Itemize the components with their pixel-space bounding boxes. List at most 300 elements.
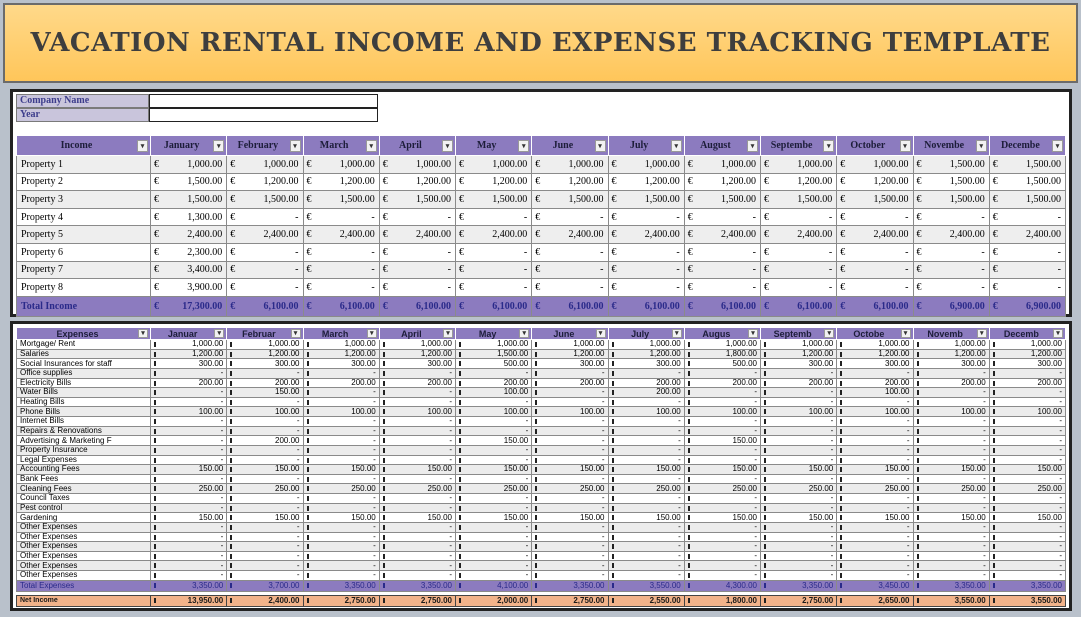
row-label[interactable]: Accounting Fees [17, 465, 151, 475]
value-cell[interactable]: - [608, 542, 684, 552]
value-cell[interactable]: - [608, 397, 684, 407]
value-cell[interactable]: 200.00 [532, 378, 608, 388]
value-cell[interactable]: - [608, 494, 684, 504]
value-cell[interactable]: 1,000.00 [456, 340, 532, 350]
value-cell[interactable]: - [837, 436, 913, 446]
value-cell[interactable]: € - [761, 243, 837, 261]
income-month-header[interactable] [913, 136, 989, 156]
value-cell[interactable]: - [761, 522, 837, 532]
value-cell[interactable]: € - [837, 243, 913, 261]
income-month-header[interactable] [761, 136, 837, 156]
value-cell[interactable]: - [151, 503, 227, 513]
value-cell[interactable]: € 1,200.00 [761, 173, 837, 191]
value-cell[interactable]: 250.00 [532, 484, 608, 494]
value-cell[interactable]: - [761, 436, 837, 446]
value-cell[interactable]: € 2,400.00 [151, 226, 227, 244]
value-cell[interactable]: € - [989, 208, 1065, 226]
value-cell[interactable]: - [227, 551, 303, 561]
row-label[interactable]: Other Expenses [17, 532, 151, 542]
value-cell[interactable]: 100.00 [532, 407, 608, 417]
value-cell[interactable]: - [837, 397, 913, 407]
year-input[interactable] [149, 108, 378, 122]
value-cell[interactable]: - [913, 571, 989, 581]
value-cell[interactable]: - [227, 522, 303, 532]
row-label[interactable]: Property Insurance [17, 445, 151, 455]
value-cell[interactable]: - [303, 455, 379, 465]
row-label[interactable]: Property 8 [17, 279, 151, 297]
filter-dropdown-icon[interactable]: ▾ [747, 140, 758, 152]
value-cell[interactable]: € - [913, 243, 989, 261]
value-cell[interactable]: € 2,400.00 [913, 226, 989, 244]
value-cell[interactable]: - [456, 551, 532, 561]
value-cell[interactable]: € - [608, 261, 684, 279]
filter-dropdown-icon[interactable]: ▾ [290, 140, 301, 152]
value-cell[interactable]: € 1,200.00 [227, 173, 303, 191]
value-cell[interactable]: - [227, 503, 303, 513]
value-cell[interactable]: - [761, 551, 837, 561]
filter-dropdown-icon[interactable]: ▾ [900, 140, 911, 152]
row-label[interactable]: Property 4 [17, 208, 151, 226]
value-cell[interactable]: - [913, 388, 989, 398]
value-cell[interactable]: € 1,500.00 [151, 173, 227, 191]
row-label[interactable]: Property 2 [17, 173, 151, 191]
value-cell[interactable]: - [151, 388, 227, 398]
value-cell[interactable]: - [303, 426, 379, 436]
row-label[interactable]: Other Expenses [17, 522, 151, 532]
expense-month-header[interactable] [837, 328, 913, 340]
value-cell[interactable]: 150.00 [227, 513, 303, 523]
value-cell[interactable]: € - [303, 279, 379, 297]
value-cell[interactable]: € 1,500.00 [151, 191, 227, 209]
value-cell[interactable]: - [456, 397, 532, 407]
value-cell[interactable]: - [837, 532, 913, 542]
value-cell[interactable]: - [151, 397, 227, 407]
value-cell[interactable]: - [684, 532, 760, 542]
value-cell[interactable]: - [379, 397, 455, 407]
row-label[interactable]: Office supplies [17, 368, 151, 378]
value-cell[interactable]: - [608, 522, 684, 532]
value-cell[interactable]: € - [532, 243, 608, 261]
value-cell[interactable]: 200.00 [989, 378, 1065, 388]
income-month-header[interactable] [379, 136, 455, 156]
value-cell[interactable]: - [151, 417, 227, 427]
value-cell[interactable]: 1,000.00 [913, 340, 989, 350]
value-cell[interactable]: - [151, 522, 227, 532]
value-cell[interactable]: € 1,500.00 [913, 191, 989, 209]
value-cell[interactable]: - [379, 368, 455, 378]
value-cell[interactable]: € 2,400.00 [303, 226, 379, 244]
filter-dropdown-icon[interactable]: ▾ [519, 329, 529, 338]
value-cell[interactable]: - [456, 474, 532, 484]
row-label[interactable]: Internet Bills [17, 417, 151, 427]
value-cell[interactable]: 150.00 [761, 465, 837, 475]
income-month-header[interactable] [532, 136, 608, 156]
value-cell[interactable]: 200.00 [837, 378, 913, 388]
value-cell[interactable]: 200.00 [303, 378, 379, 388]
value-cell[interactable]: - [227, 368, 303, 378]
value-cell[interactable]: € - [684, 208, 760, 226]
value-cell[interactable]: € 1,200.00 [532, 173, 608, 191]
value-cell[interactable]: - [989, 494, 1065, 504]
value-cell[interactable]: - [684, 494, 760, 504]
row-label[interactable]: Gardening [17, 513, 151, 523]
value-cell[interactable]: 250.00 [227, 484, 303, 494]
value-cell[interactable]: - [379, 474, 455, 484]
value-cell[interactable]: - [532, 542, 608, 552]
value-cell[interactable]: - [989, 503, 1065, 513]
filter-dropdown-icon[interactable]: ▾ [443, 329, 453, 338]
value-cell[interactable]: 300.00 [608, 359, 684, 369]
value-cell[interactable]: - [379, 455, 455, 465]
value-cell[interactable]: - [303, 474, 379, 484]
value-cell[interactable]: € - [379, 208, 455, 226]
value-cell[interactable]: - [456, 532, 532, 542]
value-cell[interactable]: € 1,500.00 [913, 173, 989, 191]
filter-dropdown-icon[interactable]: ▾ [291, 329, 301, 338]
value-cell[interactable]: - [989, 571, 1065, 581]
row-label[interactable]: Property 5 [17, 226, 151, 244]
value-cell[interactable]: 100.00 [837, 407, 913, 417]
income-header-label[interactable] [17, 136, 151, 156]
value-cell[interactable]: 100.00 [837, 388, 913, 398]
value-cell[interactable]: € 1,000.00 [608, 156, 684, 174]
row-label[interactable]: Salaries [17, 349, 151, 359]
value-cell[interactable]: - [379, 494, 455, 504]
value-cell[interactable]: - [989, 532, 1065, 542]
value-cell[interactable]: 250.00 [303, 484, 379, 494]
value-cell[interactable]: - [532, 571, 608, 581]
value-cell[interactable]: € 1,500.00 [379, 191, 455, 209]
filter-dropdown-icon[interactable]: ▾ [823, 140, 834, 152]
value-cell[interactable]: 1,200.00 [151, 349, 227, 359]
value-cell[interactable]: 1,800.00 [684, 349, 760, 359]
income-month-header[interactable] [989, 136, 1065, 156]
value-cell[interactable]: 300.00 [989, 359, 1065, 369]
value-cell[interactable]: € - [456, 243, 532, 261]
value-cell[interactable]: - [761, 542, 837, 552]
value-cell[interactable]: - [608, 445, 684, 455]
value-cell[interactable]: - [532, 494, 608, 504]
value-cell[interactable]: 1,200.00 [532, 349, 608, 359]
filter-dropdown-icon[interactable]: ▾ [824, 329, 834, 338]
value-cell[interactable]: € - [989, 279, 1065, 297]
value-cell[interactable]: - [913, 368, 989, 378]
row-label[interactable]: Property 3 [17, 191, 151, 209]
value-cell[interactable]: - [913, 503, 989, 513]
value-cell[interactable]: € 1,000.00 [837, 156, 913, 174]
filter-dropdown-icon[interactable]: ▾ [138, 329, 148, 338]
value-cell[interactable]: € - [227, 279, 303, 297]
row-label[interactable]: Mortgage/ Rent [17, 340, 151, 350]
value-cell[interactable]: € 1,000.00 [227, 156, 303, 174]
value-cell[interactable]: - [913, 397, 989, 407]
value-cell[interactable]: - [761, 455, 837, 465]
value-cell[interactable]: - [684, 542, 760, 552]
value-cell[interactable]: € 1,500.00 [837, 191, 913, 209]
value-cell[interactable]: - [608, 532, 684, 542]
value-cell[interactable]: - [456, 426, 532, 436]
value-cell[interactable]: - [684, 426, 760, 436]
filter-dropdown-icon[interactable]: ▾ [518, 140, 529, 152]
value-cell[interactable]: - [379, 542, 455, 552]
filter-dropdown-icon[interactable]: ▾ [748, 329, 758, 338]
value-cell[interactable]: - [761, 397, 837, 407]
value-cell[interactable]: - [608, 474, 684, 484]
value-cell[interactable]: 200.00 [379, 378, 455, 388]
value-cell[interactable]: 250.00 [608, 484, 684, 494]
income-month-header[interactable] [303, 136, 379, 156]
value-cell[interactable]: 1,200.00 [227, 349, 303, 359]
row-label[interactable]: Other Expenses [17, 561, 151, 571]
value-cell[interactable]: - [608, 436, 684, 446]
value-cell[interactable]: - [532, 522, 608, 532]
value-cell[interactable]: € - [532, 279, 608, 297]
value-cell[interactable]: - [303, 561, 379, 571]
value-cell[interactable]: € 1,200.00 [684, 173, 760, 191]
value-cell[interactable]: 150.00 [608, 513, 684, 523]
value-cell[interactable]: - [684, 522, 760, 532]
value-cell[interactable]: - [303, 571, 379, 581]
value-cell[interactable]: € 1,500.00 [913, 156, 989, 174]
filter-dropdown-icon[interactable]: ▾ [213, 140, 224, 152]
value-cell[interactable]: € 2,400.00 [379, 226, 455, 244]
value-cell[interactable]: - [379, 436, 455, 446]
value-cell[interactable]: 150.00 [913, 513, 989, 523]
value-cell[interactable]: € 1,500.00 [989, 156, 1065, 174]
value-cell[interactable]: - [837, 542, 913, 552]
row-label[interactable]: Social Insurances for staff [17, 359, 151, 369]
value-cell[interactable]: - [151, 455, 227, 465]
value-cell[interactable]: - [837, 417, 913, 427]
value-cell[interactable]: 1,000.00 [151, 340, 227, 350]
value-cell[interactable]: - [684, 388, 760, 398]
value-cell[interactable]: - [913, 522, 989, 532]
value-cell[interactable]: 100.00 [456, 407, 532, 417]
row-label[interactable]: Property 1 [17, 156, 151, 174]
value-cell[interactable]: € 1,000.00 [303, 156, 379, 174]
filter-dropdown-icon[interactable]: ▾ [1052, 140, 1063, 152]
value-cell[interactable]: - [532, 426, 608, 436]
value-cell[interactable]: - [684, 445, 760, 455]
value-cell[interactable]: € 1,000.00 [761, 156, 837, 174]
value-cell[interactable]: - [532, 532, 608, 542]
value-cell[interactable]: € 3,900.00 [151, 279, 227, 297]
value-cell[interactable]: € 1,500.00 [303, 191, 379, 209]
income-month-header[interactable] [608, 136, 684, 156]
value-cell[interactable]: € 1,500.00 [761, 191, 837, 209]
value-cell[interactable]: € - [456, 208, 532, 226]
value-cell[interactable]: - [456, 561, 532, 571]
row-label[interactable]: Cleaning Fees [17, 484, 151, 494]
expense-month-header[interactable] [151, 328, 227, 340]
value-cell[interactable]: 300.00 [227, 359, 303, 369]
value-cell[interactable]: - [989, 561, 1065, 571]
value-cell[interactable]: 150.00 [151, 465, 227, 475]
value-cell[interactable]: - [837, 503, 913, 513]
value-cell[interactable]: - [303, 542, 379, 552]
value-cell[interactable]: - [303, 445, 379, 455]
value-cell[interactable]: - [227, 542, 303, 552]
value-cell[interactable]: - [761, 503, 837, 513]
value-cell[interactable]: € 2,400.00 [532, 226, 608, 244]
value-cell[interactable]: - [227, 494, 303, 504]
value-cell[interactable]: 200.00 [227, 378, 303, 388]
expense-month-header[interactable] [303, 328, 379, 340]
value-cell[interactable]: 200.00 [227, 436, 303, 446]
value-cell[interactable]: € - [761, 261, 837, 279]
value-cell[interactable]: - [608, 426, 684, 436]
value-cell[interactable]: € 1,200.00 [837, 173, 913, 191]
value-cell[interactable]: € 1,000.00 [379, 156, 455, 174]
value-cell[interactable]: 150.00 [151, 513, 227, 523]
value-cell[interactable]: € - [684, 243, 760, 261]
value-cell[interactable]: 150.00 [989, 465, 1065, 475]
value-cell[interactable]: - [989, 542, 1065, 552]
value-cell[interactable]: - [227, 561, 303, 571]
value-cell[interactable]: - [761, 368, 837, 378]
value-cell[interactable]: € - [684, 279, 760, 297]
value-cell[interactable]: 100.00 [684, 407, 760, 417]
value-cell[interactable]: - [837, 455, 913, 465]
value-cell[interactable]: 1,200.00 [837, 349, 913, 359]
filter-dropdown-icon[interactable]: ▾ [595, 140, 606, 152]
value-cell[interactable]: - [151, 436, 227, 446]
value-cell[interactable]: - [456, 542, 532, 552]
value-cell[interactable]: 1,500.00 [456, 349, 532, 359]
value-cell[interactable]: 1,000.00 [303, 340, 379, 350]
value-cell[interactable]: - [989, 436, 1065, 446]
value-cell[interactable]: 150.00 [532, 465, 608, 475]
value-cell[interactable]: € - [837, 279, 913, 297]
row-label[interactable]: Bank Fees [17, 474, 151, 484]
value-cell[interactable]: 150.00 [684, 513, 760, 523]
income-month-header[interactable] [456, 136, 532, 156]
value-cell[interactable]: - [761, 426, 837, 436]
value-cell[interactable]: 100.00 [227, 407, 303, 417]
value-cell[interactable]: € 2,300.00 [151, 243, 227, 261]
value-cell[interactable]: - [837, 494, 913, 504]
value-cell[interactable]: 200.00 [761, 378, 837, 388]
expense-month-header[interactable] [456, 328, 532, 340]
value-cell[interactable]: € 1,200.00 [303, 173, 379, 191]
row-label[interactable]: Other Expenses [17, 571, 151, 581]
value-cell[interactable]: - [227, 455, 303, 465]
value-cell[interactable]: - [913, 474, 989, 484]
value-cell[interactable]: - [761, 561, 837, 571]
filter-dropdown-icon[interactable]: ▾ [442, 140, 453, 152]
value-cell[interactable]: € 2,400.00 [456, 226, 532, 244]
value-cell[interactable]: - [151, 571, 227, 581]
value-cell[interactable]: 200.00 [151, 378, 227, 388]
value-cell[interactable]: - [227, 445, 303, 455]
value-cell[interactable]: - [837, 551, 913, 561]
value-cell[interactable]: - [456, 445, 532, 455]
value-cell[interactable]: - [608, 561, 684, 571]
value-cell[interactable]: 100.00 [303, 407, 379, 417]
value-cell[interactable]: 150.00 [303, 465, 379, 475]
value-cell[interactable]: - [303, 388, 379, 398]
expense-month-header[interactable] [532, 328, 608, 340]
expense-month-header[interactable] [684, 328, 760, 340]
value-cell[interactable]: - [761, 417, 837, 427]
value-cell[interactable]: € 3,400.00 [151, 261, 227, 279]
filter-dropdown-icon[interactable]: ▾ [596, 329, 606, 338]
value-cell[interactable]: - [913, 561, 989, 571]
value-cell[interactable]: - [989, 426, 1065, 436]
value-cell[interactable]: € - [837, 261, 913, 279]
value-cell[interactable]: 300.00 [151, 359, 227, 369]
value-cell[interactable]: 100.00 [608, 407, 684, 417]
company-name-input[interactable] [149, 94, 378, 108]
value-cell[interactable]: 150.00 [989, 513, 1065, 523]
value-cell[interactable]: 150.00 [532, 513, 608, 523]
value-cell[interactable]: - [303, 522, 379, 532]
value-cell[interactable]: - [303, 494, 379, 504]
value-cell[interactable]: € - [608, 279, 684, 297]
value-cell[interactable]: - [532, 417, 608, 427]
value-cell[interactable]: - [532, 397, 608, 407]
filter-dropdown-icon[interactable]: ▾ [366, 140, 377, 152]
value-cell[interactable]: 500.00 [456, 359, 532, 369]
value-cell[interactable]: - [913, 532, 989, 542]
value-cell[interactable]: € 2,400.00 [684, 226, 760, 244]
value-cell[interactable]: - [303, 436, 379, 446]
value-cell[interactable]: - [913, 455, 989, 465]
value-cell[interactable]: - [837, 561, 913, 571]
value-cell[interactable]: - [151, 542, 227, 552]
value-cell[interactable]: 150.00 [456, 436, 532, 446]
row-label[interactable]: Repairs & Renovations [17, 426, 151, 436]
value-cell[interactable]: 150.00 [608, 465, 684, 475]
value-cell[interactable]: - [532, 368, 608, 378]
value-cell[interactable]: - [684, 397, 760, 407]
value-cell[interactable]: € - [913, 279, 989, 297]
filter-dropdown-icon[interactable]: ▾ [214, 329, 224, 338]
value-cell[interactable]: - [456, 368, 532, 378]
row-label[interactable]: Phone Bills [17, 407, 151, 417]
value-cell[interactable]: - [151, 474, 227, 484]
row-label[interactable]: Advertising & Marketing F [17, 436, 151, 446]
value-cell[interactable]: 300.00 [913, 359, 989, 369]
filter-dropdown-icon[interactable]: ▾ [976, 140, 987, 152]
value-cell[interactable]: 150.00 [684, 436, 760, 446]
expense-month-header[interactable] [608, 328, 684, 340]
value-cell[interactable]: € 1,200.00 [379, 173, 455, 191]
value-cell[interactable]: € 1,500.00 [989, 173, 1065, 191]
value-cell[interactable]: € - [379, 243, 455, 261]
value-cell[interactable]: - [989, 445, 1065, 455]
value-cell[interactable]: - [989, 474, 1065, 484]
value-cell[interactable]: 250.00 [151, 484, 227, 494]
value-cell[interactable]: - [989, 551, 1065, 561]
value-cell[interactable]: - [379, 551, 455, 561]
value-cell[interactable]: 200.00 [608, 378, 684, 388]
value-cell[interactable]: - [303, 417, 379, 427]
value-cell[interactable]: - [532, 388, 608, 398]
value-cell[interactable]: € - [227, 261, 303, 279]
value-cell[interactable]: € - [379, 261, 455, 279]
value-cell[interactable]: - [761, 474, 837, 484]
value-cell[interactable]: - [456, 417, 532, 427]
value-cell[interactable]: - [532, 455, 608, 465]
value-cell[interactable]: 150.00 [761, 513, 837, 523]
value-cell[interactable]: 150.00 [227, 388, 303, 398]
value-cell[interactable]: - [837, 522, 913, 532]
value-cell[interactable]: - [151, 561, 227, 571]
value-cell[interactable]: 500.00 [684, 359, 760, 369]
value-cell[interactable]: 100.00 [151, 407, 227, 417]
value-cell[interactable]: 250.00 [379, 484, 455, 494]
